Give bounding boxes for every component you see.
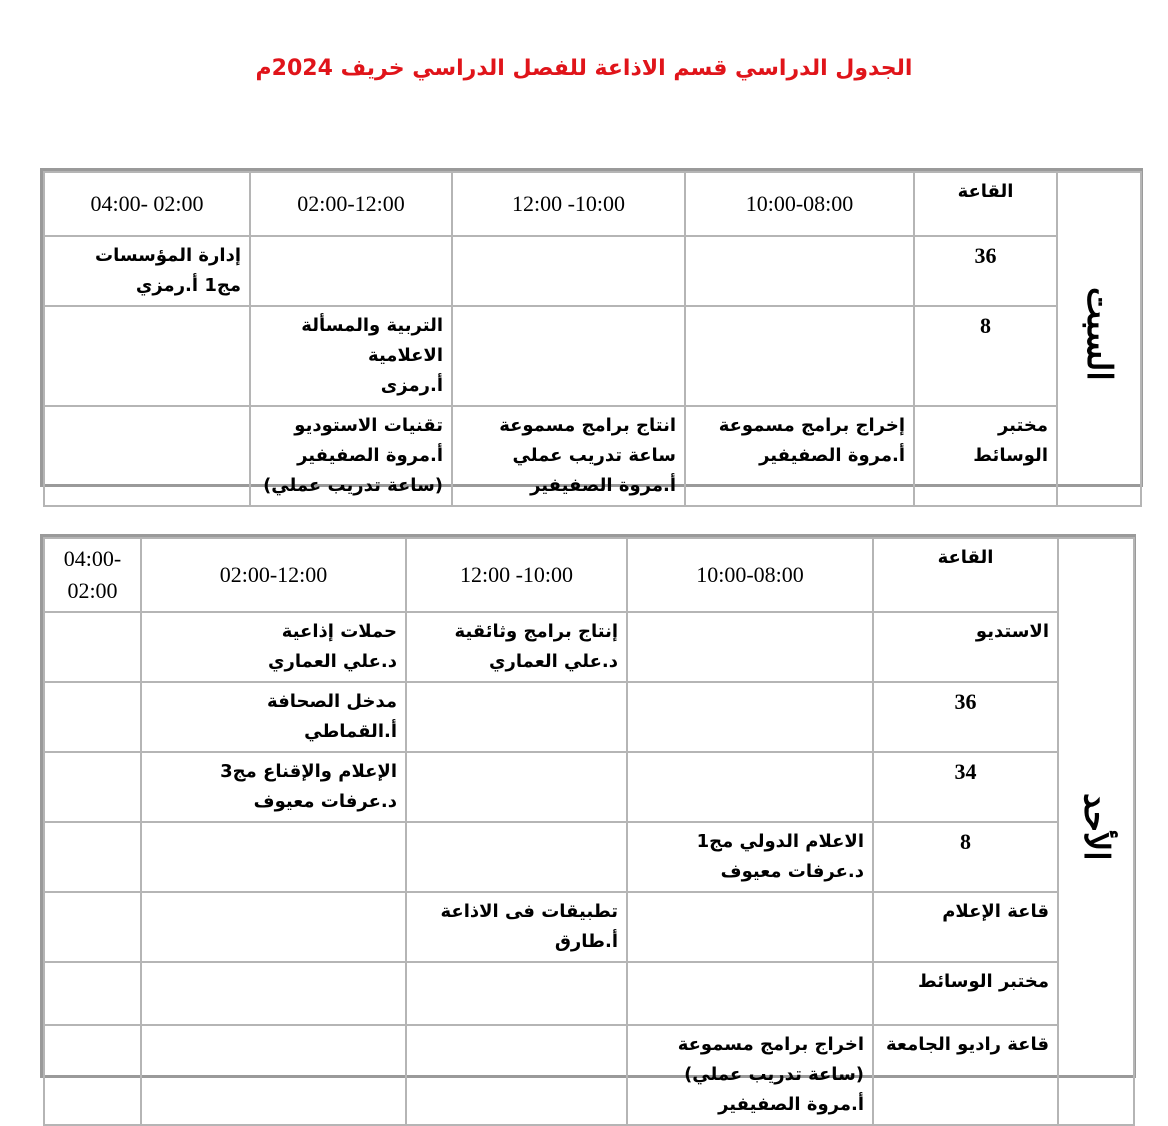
course-cell [44,306,250,406]
course-line: أ.القماطي [304,721,397,742]
course-cell [406,682,627,752]
course-cell [627,962,873,1025]
course-line: مدخل الصحافة [267,691,397,712]
sunday-table [43,537,1135,1126]
course-line: (ساعة تدريب عملي) [684,1064,864,1085]
course-cell [627,822,873,892]
time-slot-header: 02:00-12:00 [141,538,406,612]
room-header: القاعة [873,538,1058,612]
course-cell [452,406,685,506]
course-line: أ.رمزى [380,375,443,396]
course-cell [627,682,873,752]
course-cell [44,682,141,752]
time-slot-header: 10:00-08:00 [627,538,873,612]
course-line: د.علي العماري [489,651,618,672]
course-cell [627,892,873,962]
time-slot-header: 12:00 -10:00 [406,538,627,612]
course-line: ساعة تدريب عملي [512,445,676,466]
room-header: القاعة [914,172,1057,236]
course-cell [627,752,873,822]
room-cell: 36 [873,682,1058,752]
course-cell [44,406,250,506]
course-cell [141,892,406,962]
course-cell [141,962,406,1025]
sunday-schedule [40,534,1136,1115]
time-slot-header: 04:00- 02:00 [44,538,141,612]
day-cell [1057,172,1141,506]
course-line: أ.طارق [554,931,618,952]
course-line: د.عرفات معيوف [720,861,864,882]
course-cell [627,612,873,682]
room-cell: مختبر الوسائط [914,406,1057,506]
course-cell [406,612,627,682]
time-slot-header: 12:00 -10:00 [452,172,685,236]
course-line: مج1 أ.رمزي [135,275,241,296]
time-slot-header: 04:00- 02:00 [44,172,250,236]
course-line: أ.مروة الصفيفير [759,445,905,466]
course-line: إخراج برامج مسموعة [718,415,905,436]
course-line: تقنيات الاستوديو [294,415,443,436]
table-row [44,962,1134,1025]
course-cell [44,1025,141,1125]
course-cell [250,236,452,306]
course-cell [685,306,914,406]
course-cell [627,1025,873,1125]
table-row [44,612,1134,682]
course-line: الإعلام والإقناع مج3 [220,761,397,782]
course-line: (ساعة تدريب عملي) [263,475,443,496]
table-row [44,822,1134,892]
room-cell: مختبر الوسائط [873,962,1058,1025]
course-line: تطبيقات فى الاذاعة [440,901,618,922]
room-cell: قاعة راديو الجامعة [873,1025,1058,1125]
room-cell: 36 [914,236,1057,306]
course-cell [406,962,627,1025]
course-cell [141,612,406,682]
room-cell: 8 [914,306,1057,406]
header-row [44,172,1141,236]
course-cell [406,1025,627,1125]
course-cell [141,822,406,892]
saturday-schedule [40,168,1143,496]
course-line: انتاج برامج مسموعة [499,415,676,436]
course-cell [452,306,685,406]
day-label: الأحد [1076,792,1116,861]
course-line: الاعلامية [368,345,443,366]
table-row [44,306,1141,406]
course-cell [141,1025,406,1125]
course-line: حملات إذاعية [281,621,397,642]
table-row [44,752,1134,822]
header-row [44,538,1134,612]
day-label: السبت [1079,287,1119,381]
course-cell [141,752,406,822]
time-slot-header: 02:00-12:00 [250,172,452,236]
course-cell [406,822,627,892]
room-cell: 34 [873,752,1058,822]
course-cell [250,406,452,506]
course-line: إدارة المؤسسات [95,245,241,266]
course-line: د.علي العماري [268,651,397,672]
course-line: الاعلام الدولي مج1 [696,831,864,852]
table-row [44,406,1141,506]
table-row [44,682,1134,752]
course-line: التربية والمسألة [301,315,443,336]
room-cell: 8 [873,822,1058,892]
course-cell [685,406,914,506]
course-cell [406,752,627,822]
course-cell [44,962,141,1025]
course-cell [250,306,452,406]
course-cell [44,892,141,962]
time-slot-header: 10:00-08:00 [685,172,914,236]
day-cell [1058,538,1134,1125]
page-title: الجدول الدراسي قسم الاذاعة للفصل الدراسي خريف 2024م [255,56,913,81]
course-cell [44,236,250,306]
saturday-table [43,171,1142,507]
table-row [44,892,1134,962]
course-cell [685,236,914,306]
course-cell [44,752,141,822]
course-line: أ.مروة الصفيفير [297,445,443,466]
room-cell: قاعة الإعلام [873,892,1058,962]
course-cell [141,682,406,752]
course-line: أ.مروة الصفيفير [718,1094,864,1115]
table-row [44,236,1141,306]
course-line: أ.مروة الصفيفير [530,475,676,496]
course-cell [44,822,141,892]
room-cell: الاستديو [873,612,1058,682]
course-line: إنتاج برامج وثائقية [454,621,618,642]
course-cell [44,612,141,682]
course-cell [406,892,627,962]
course-line: د.عرفات معيوف [253,791,397,812]
course-line: اخراج برامج مسموعة [677,1034,864,1055]
table-row [44,1025,1134,1125]
course-cell [452,236,685,306]
